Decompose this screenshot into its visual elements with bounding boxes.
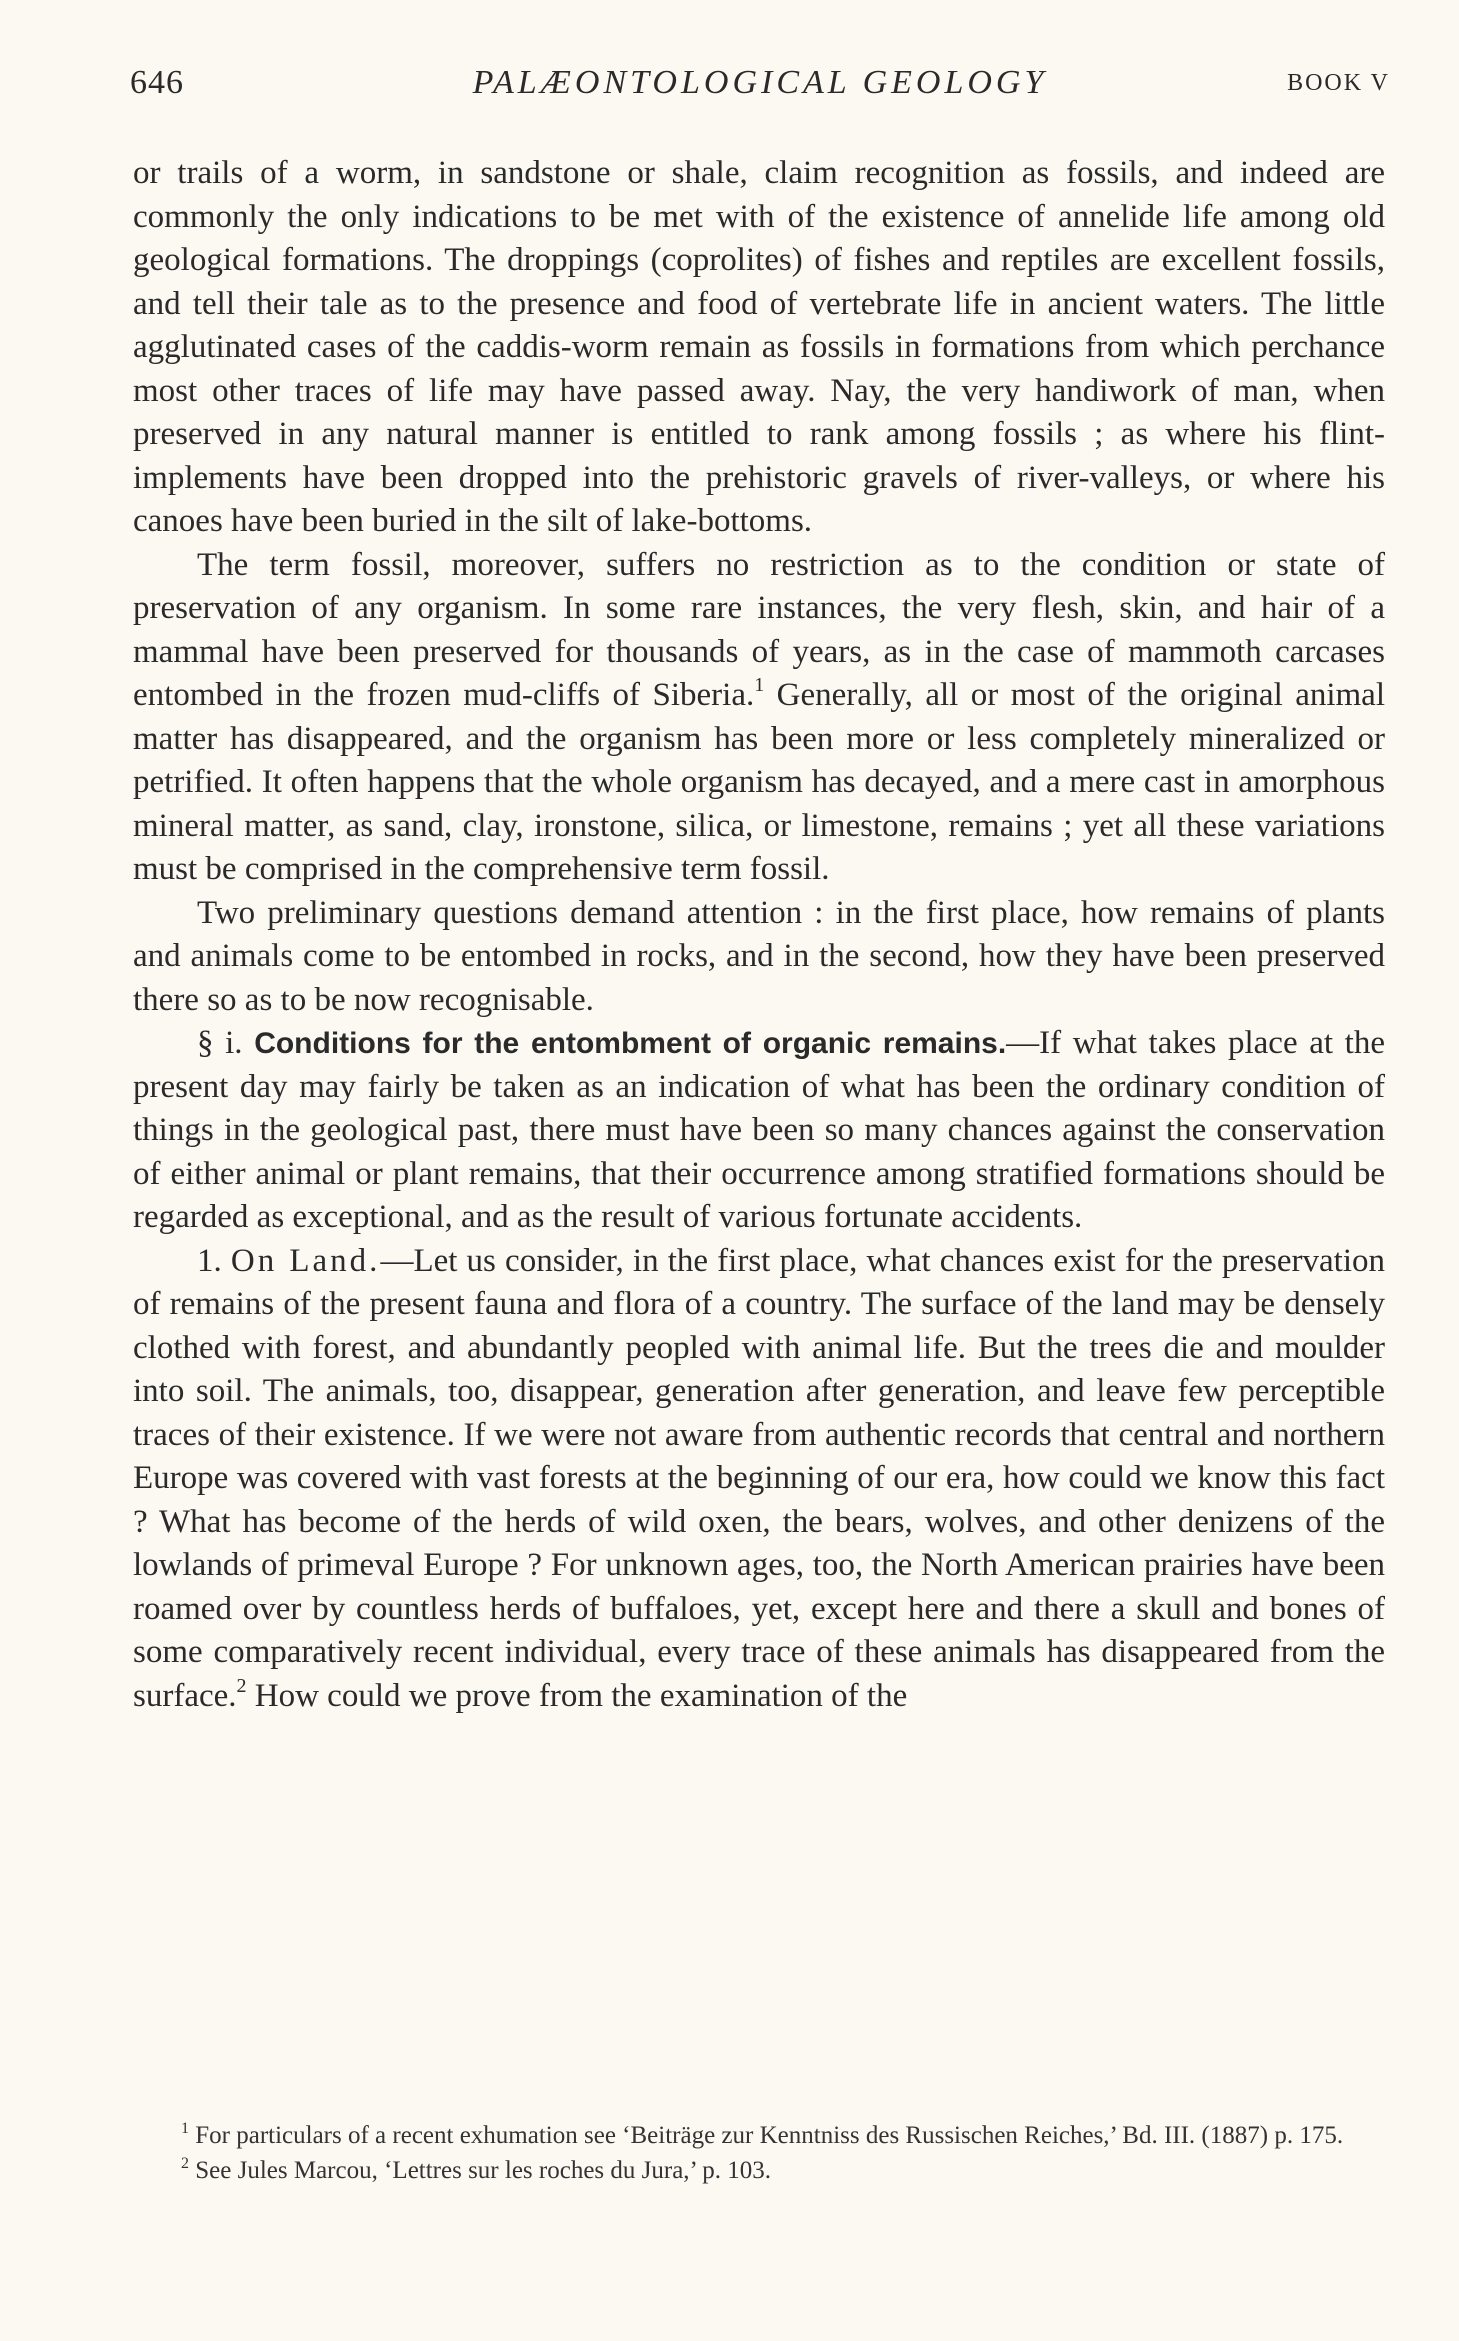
footnote-1 [133, 2118, 1385, 2153]
section-heading: Conditions for the entombment of organic remains. [254, 1027, 1007, 1060]
paragraph-1-text: or trails of a worm, in sandstone or shale, claim recognition as fossils, and indeed are commonly the only indications to be met with of the existence of annelide life among old geological formations. The droppings (coprolites) of fishes and reptiles are excellent fossils, and tell their tale as to the presence and food of vertebrate life in ancient waters. The little agglutinated cases of the caddis-worm remain as fossils in formations from which perchance most other traces of life may have passed away. Nay, the very handiwork of man, when preserved in any natural manner is entitled to rank among fossils ; as where his flint-implements have been dropped into the prehistoric gravels of river-valleys, or where his canoes have been buried in the silt of lake-bottoms. [133, 155, 1385, 539]
subsection-number: 1. [197, 1242, 231, 1279]
footnote-2-text: See Jules Marcou, ‘Lettres sur les roches du Jura,’ p. 103. [189, 2157, 772, 2184]
main-text [133, 152, 1385, 1718]
page-number: 646 [130, 64, 184, 101]
footnote-2-marker: 2 [181, 2155, 189, 2172]
paragraph-4 [133, 1022, 1385, 1240]
footnote-ref-2: 2 [236, 1674, 247, 1697]
paragraph-3 [133, 892, 1385, 1023]
footnotes [133, 2118, 1385, 2188]
footnote-ref-1: 1 [754, 674, 765, 696]
footnote-1-marker: 1 [181, 2120, 189, 2137]
subsection-heading: On Land. [230, 1242, 381, 1279]
paragraph-2-text-a: The term fossil, moreover, suffers no restriction as to the condition or state of preservation of any organism. In some rare instances, the very flesh, skin, and hair of a mammal have been preserved for thousands of years, as in the case of mammoth carcases entombed in the frozen mud-cliffs of Siberia. [133, 546, 1385, 713]
running-title: PALÆONTOLOGICAL GEOLOGY [472, 64, 1048, 101]
paragraph-1 [133, 152, 1385, 544]
paragraph-3-text: Two preliminary questions demand attention : in the first place, how remains of plants and animals come to be entombed in rocks, and in the second, how they have been preserved there so as to be now recognisable. [133, 894, 1385, 1018]
footnote-1-text: For particulars of a recent exhumation see ‘Beiträge zur Kenntniss des Russischen Reiches,’ Bd. III. (1887) p. 175. [189, 2122, 1344, 2149]
paragraph-2 [133, 544, 1385, 892]
paragraph-2-text-b: Generally, all or most of the original animal matter has disappeared, and the organism has been more or less completely mineralized or petrified. It often happens that the whole organism has decayed, and a mere cast in amorphous mineral matter, as sand, clay, ironstone, silica, or limestone, remains ; yet all these variations must be comprised in the comprehensive term fossil. [133, 677, 1385, 887]
paragraph-5-text-a: —Let us consider, in the first place, what chances exist for the preservation of remains of the present fauna and flora of a country. The surface of the land may be densely clothed with forest, and abundantly peopled with animal life. But the trees die and moulder into soil. The animals, too, disappear, generation after generation, and leave few perceptible traces of their existence. If we were not aware from authentic records that central and northern Europe was covered with vast forests at the beginning of our era, how could we know this fact ? What has become of the herds of wild oxen, the bears, wolves, and other denizens of the lowlands of primeval Europe ? For unknown ages, too, the North American prairies have been roamed over by countless herds of buffaloes, yet, except here and there a skull and bones of some comparatively recent individual, every trace of these animals has disappeared from the surface. [133, 1242, 1386, 1714]
section-marker: § i. [197, 1025, 255, 1061]
paragraph-5-text-b: How could we prove from the examination of the [246, 1677, 908, 1714]
paragraph-4-text: —If what takes place at the present day may fairly be taken as an indication of what has been the ordinary condition of things in the geological past, there must have been so many chances against the conservation of either animal or plant remains, that their occurrence among stratified formations should be regarded as exceptional, and as the result of various fortunate accidents. [133, 1025, 1385, 1235]
footnote-2 [133, 2153, 1385, 2188]
book-label: BOOK V [1287, 70, 1390, 96]
paragraph-5 [133, 1240, 1385, 1719]
page-header [130, 64, 1390, 116]
